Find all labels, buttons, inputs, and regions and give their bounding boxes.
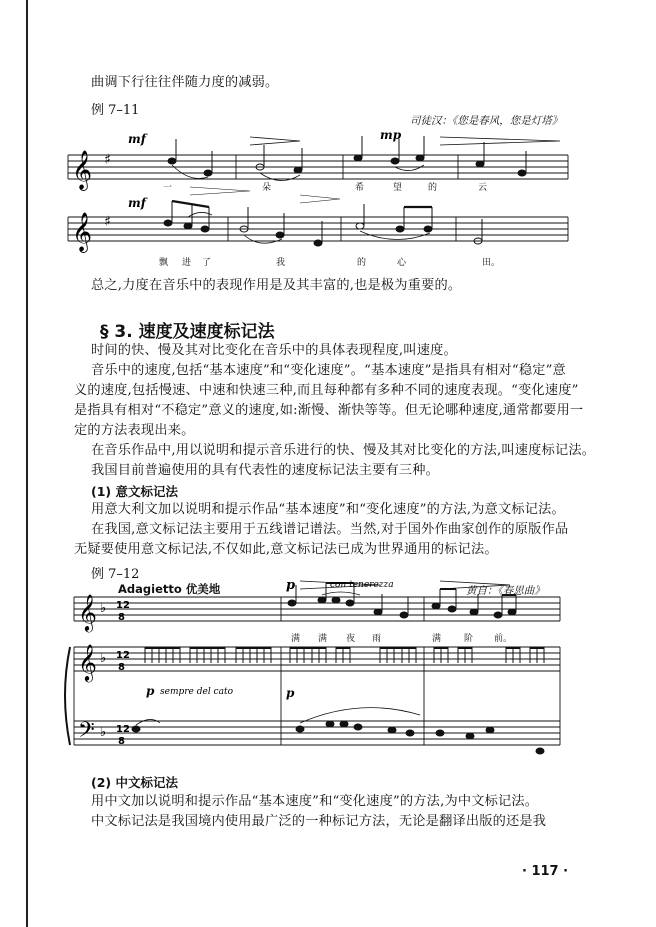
lyric: 的 (357, 258, 367, 268)
page-number: · 117 · (522, 864, 569, 879)
paragraph-7: 用中文加以说明和提示作品“基本速度”和“变化速度”的方法,为中文标记法。 (91, 794, 539, 809)
bass-clef-icon: 𝄢 (78, 718, 95, 748)
example-7-11-source: 司徒汉：《您是春风，您是灯塔》 (410, 115, 563, 127)
lyric: 云 (478, 183, 488, 193)
treble-clef-icon: 𝄞 (78, 593, 97, 631)
paragraph-6-cont: 无疑要使用意文标记法,不仅如此,意文标记法已成为世界通用的标记法。 (74, 542, 498, 557)
svg-text:8: 8 (118, 736, 125, 747)
intro-paragraph: 曲调下行往往伴随力度的减弱。 (91, 75, 279, 90)
svg-text:8: 8 (118, 612, 125, 623)
dynamic-p-piano-2: p (286, 686, 295, 700)
example-7-11-label: 例 7–11 (91, 103, 140, 118)
tempo-marking: Adagietto 优美地 (118, 582, 221, 596)
lyric: 的 (428, 183, 438, 193)
music-example-7-11 (0, 125, 656, 285)
lyric: 田。 (482, 258, 501, 268)
treble-clef-icon: 𝄞 (72, 150, 93, 190)
lyric: 夜 (346, 634, 356, 644)
lyric: 满 (291, 634, 301, 644)
paragraph-8: 中文标记法是我国境内使用最广泛的一种标记方法，无论是翻译出版的还是我 (91, 814, 547, 829)
lyric: 雨 (372, 634, 382, 644)
section-heading: § 3. 速度及速度标记法 (100, 322, 275, 342)
svg-text:12: 12 (116, 724, 130, 735)
paragraph-2-cont: 是指具有相对“不稳定”意义的速度,如:渐慢、渐快等等。但无论哪种速度,通常都要用一 (74, 403, 584, 418)
example-7-12-source: 黄自：《春思曲》 (466, 585, 545, 597)
lyric: 心 (397, 258, 407, 268)
svg-text:♯: ♯ (104, 214, 111, 230)
expression-sempre-del-cato: sempre del cato (160, 687, 233, 697)
lyric: 一 (163, 183, 173, 193)
svg-text:♯: ♯ (104, 152, 111, 168)
svg-text:12: 12 (116, 650, 130, 661)
svg-text:♭: ♭ (100, 725, 107, 740)
summary-paragraph: 总之,力度在音乐中的表现作用是及其丰富的,也是极为重要的。 (91, 278, 462, 293)
svg-text:♭: ♭ (100, 651, 107, 666)
subsection-heading-1: (1) 意文标记法 (91, 484, 178, 499)
lyric: 了 (202, 258, 212, 268)
treble-clef-icon: 𝄞 (72, 212, 93, 252)
dynamic-p: p (286, 578, 296, 593)
paragraph-2-cont: 义的速度,包括慢速、中速和快速三种,而且每种都有多种不同的速度表现。“变化速度” (74, 383, 579, 398)
lyric: 前。 (494, 634, 513, 644)
lyric: 希 (355, 183, 365, 193)
dynamic-mf-2: mf (128, 196, 146, 210)
expression-con-tenerezza: con tenerezza (330, 580, 394, 590)
paragraph-2-cont: 定的方法表现出来。 (74, 423, 195, 438)
svg-text:12: 12 (116, 600, 130, 611)
paragraph-6: 在我国,意文标记法主要用于五线谱记谱法。当然,对于国外作曲家创作的原版作品 (91, 522, 569, 537)
paragraph-1: 时间的快、慢及其对比变化在音乐中的具体表现程度,叫速度。 (91, 343, 457, 358)
lyric: 我 (276, 258, 286, 268)
lyric: 进 (182, 258, 192, 268)
dynamic-mf: mf (128, 132, 146, 146)
dynamic-p-piano: p (146, 684, 155, 698)
svg-text:8: 8 (118, 662, 125, 673)
lyric: 阶 (464, 634, 474, 644)
paragraph-4: 我国目前普遍使用的具有代表性的速度标记法主要有三种。 (91, 463, 440, 478)
lyric: 望 (393, 183, 403, 193)
lyric: 朵 (262, 183, 272, 193)
paragraph-5: 用意大利文加以说明和提示作品“基本速度”和“变化速度”的方法,为意文标记法。 (91, 502, 565, 517)
svg-text:♭: ♭ (100, 601, 107, 616)
lyric: 飘 (159, 258, 169, 268)
paragraph-2: 音乐中的速度,包括“基本速度”和“变化速度”。“基本速度”是指具有相对“稳定”意 (91, 363, 566, 378)
treble-clef-icon: 𝄞 (78, 643, 97, 681)
music-example-7-12 (0, 578, 656, 765)
lyric: 满 (318, 634, 328, 644)
paragraph-3: 在音乐作品中,用以说明和提示音乐进行的快、慢及其对比变化的方法,叫速度标记法。 (91, 443, 596, 458)
example-7-12-label: 例 7–12 (91, 567, 140, 582)
dynamic-mp: mp (380, 128, 402, 142)
subsection-heading-2: (2) 中文标记法 (91, 775, 178, 790)
lyric: 满 (432, 634, 442, 644)
